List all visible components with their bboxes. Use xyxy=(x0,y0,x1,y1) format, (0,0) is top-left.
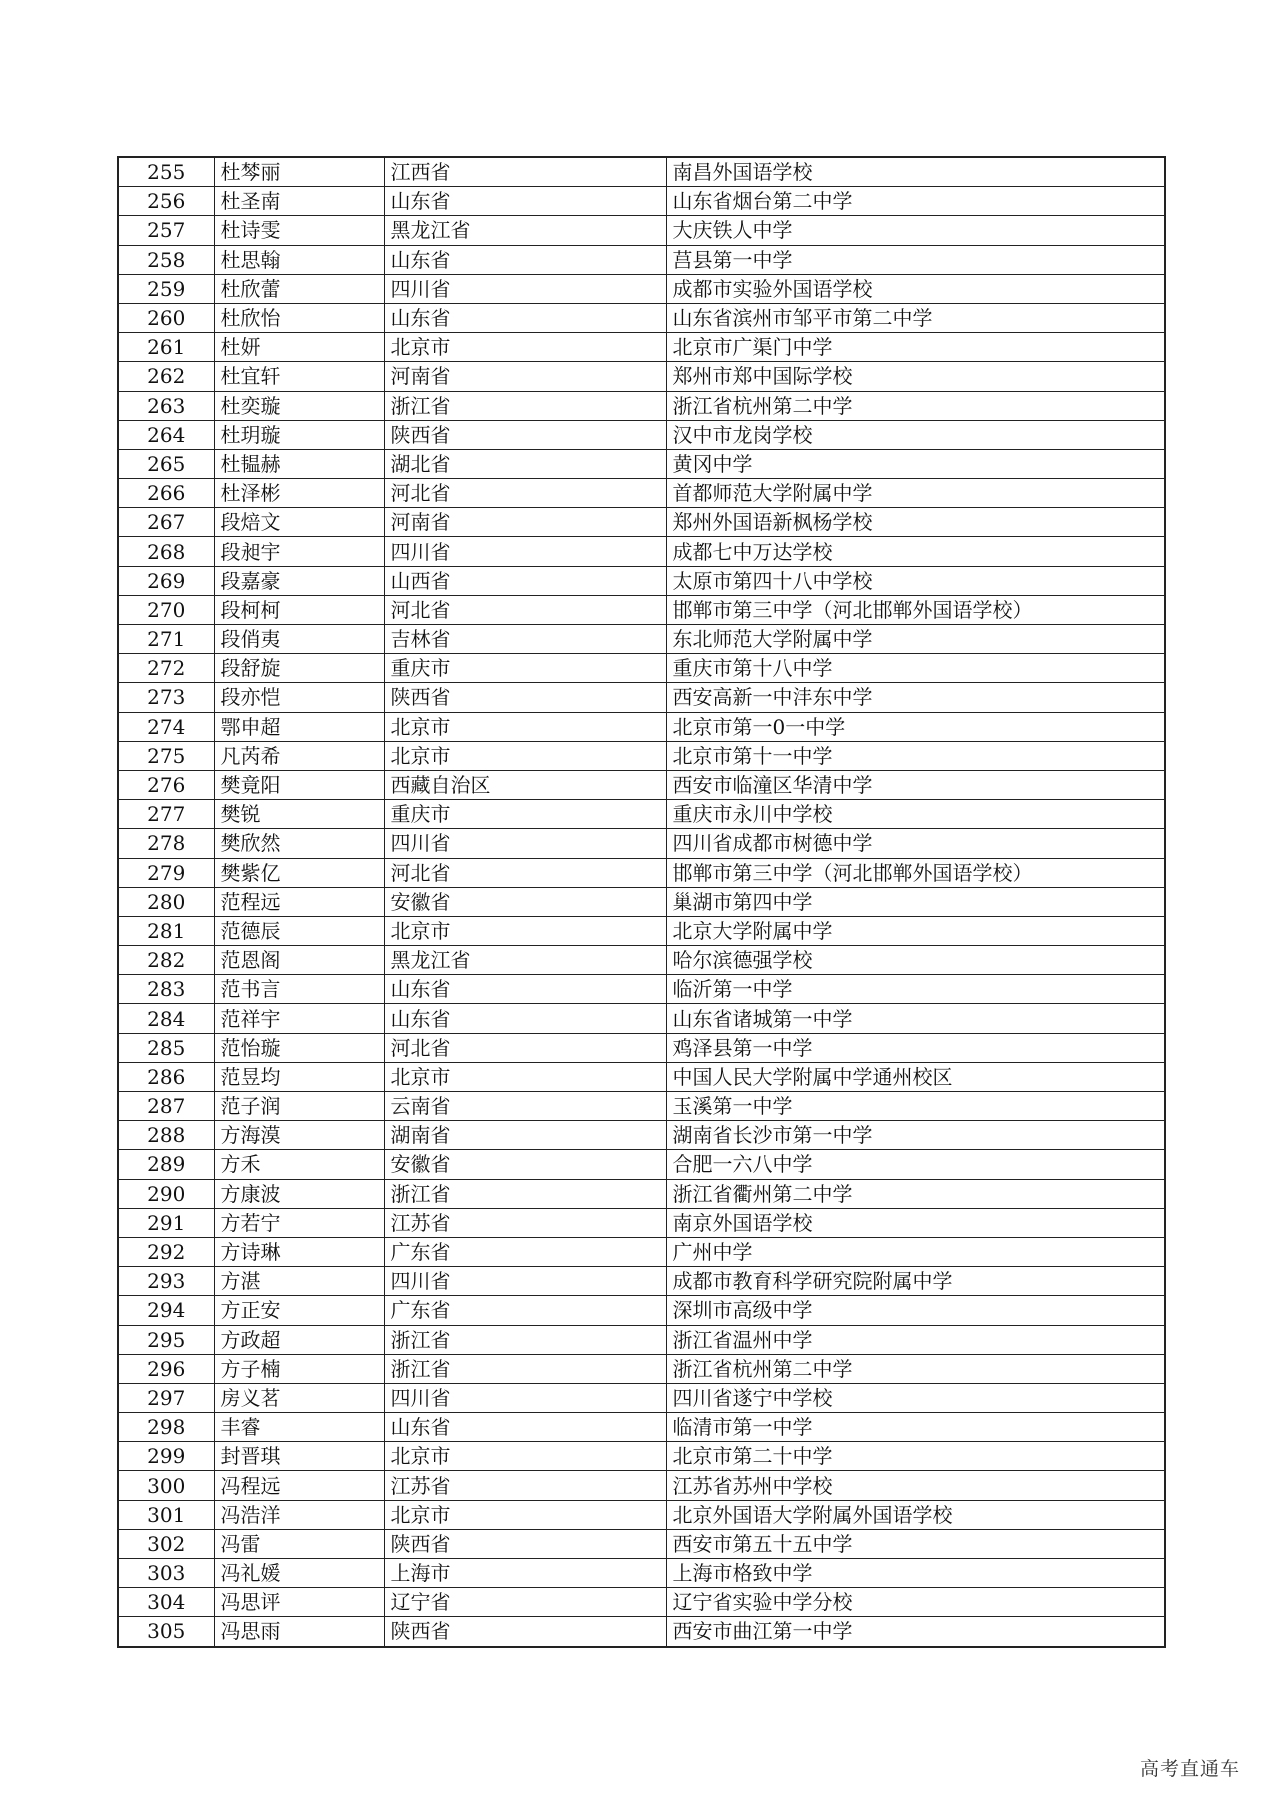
table-row xyxy=(118,683,1165,712)
row-number-cell: 288 xyxy=(118,1121,214,1150)
student-name-cell: 范子润 xyxy=(214,1092,384,1121)
table-row xyxy=(118,1383,1165,1412)
table-row xyxy=(118,770,1165,799)
table-row xyxy=(118,1559,1165,1588)
school-cell: 东北师范大学附属中学 xyxy=(666,625,1165,654)
school-cell: 南昌外国语学校 xyxy=(666,157,1165,187)
student-name-cell: 段柯柯 xyxy=(214,595,384,624)
province-cell: 陕西省 xyxy=(384,1617,666,1647)
row-number-cell: 256 xyxy=(118,187,214,216)
table-row xyxy=(118,1033,1165,1062)
table-row xyxy=(118,303,1165,332)
table-row xyxy=(118,946,1165,975)
student-name-cell: 冯思评 xyxy=(214,1588,384,1617)
province-cell: 河南省 xyxy=(384,362,666,391)
student-name-cell: 冯浩洋 xyxy=(214,1500,384,1529)
watermark-text: 高考直通车 xyxy=(1139,1758,1240,1780)
table-row xyxy=(118,537,1165,566)
school-cell: 北京市第十一中学 xyxy=(666,741,1165,770)
row-number-cell: 264 xyxy=(118,420,214,449)
school-cell: 重庆市永川中学校 xyxy=(666,800,1165,829)
table-row xyxy=(118,216,1165,245)
table-row xyxy=(118,1062,1165,1091)
school-cell: 西安市曲江第一中学 xyxy=(666,1617,1165,1647)
student-name-cell: 樊欣然 xyxy=(214,829,384,858)
province-cell: 重庆市 xyxy=(384,654,666,683)
student-name-cell: 杜韫赫 xyxy=(214,449,384,478)
province-cell: 北京市 xyxy=(384,712,666,741)
row-number-cell: 260 xyxy=(118,303,214,332)
province-cell: 陕西省 xyxy=(384,683,666,712)
province-cell: 浙江省 xyxy=(384,391,666,420)
province-cell: 四川省 xyxy=(384,274,666,303)
row-number-cell: 275 xyxy=(118,741,214,770)
province-cell: 河北省 xyxy=(384,595,666,624)
student-name-cell: 范德辰 xyxy=(214,916,384,945)
row-number-cell: 261 xyxy=(118,333,214,362)
province-cell: 湖北省 xyxy=(384,449,666,478)
student-name-cell: 方正安 xyxy=(214,1296,384,1325)
student-name-cell: 杜思翰 xyxy=(214,245,384,274)
student-name-cell: 冯雷 xyxy=(214,1529,384,1558)
province-cell: 北京市 xyxy=(384,1442,666,1471)
province-cell: 山东省 xyxy=(384,975,666,1004)
table-row xyxy=(118,362,1165,391)
province-cell: 北京市 xyxy=(384,1500,666,1529)
school-cell: 西安市临潼区华清中学 xyxy=(666,770,1165,799)
row-number-cell: 301 xyxy=(118,1500,214,1529)
student-name-cell: 范昱均 xyxy=(214,1062,384,1091)
province-cell: 浙江省 xyxy=(384,1325,666,1354)
row-number-cell: 289 xyxy=(118,1150,214,1179)
row-number-cell: 273 xyxy=(118,683,214,712)
student-name-cell: 方海漠 xyxy=(214,1121,384,1150)
school-cell: 辽宁省实验中学分校 xyxy=(666,1588,1165,1617)
student-name-cell: 封晋琪 xyxy=(214,1442,384,1471)
student-name-cell: 范祥宇 xyxy=(214,1004,384,1033)
table-row xyxy=(118,741,1165,770)
table-row xyxy=(118,1092,1165,1121)
province-cell: 江苏省 xyxy=(384,1208,666,1237)
school-cell: 大庆铁人中学 xyxy=(666,216,1165,245)
province-cell: 山东省 xyxy=(384,1004,666,1033)
school-cell: 临清市第一中学 xyxy=(666,1413,1165,1442)
school-cell: 广州中学 xyxy=(666,1237,1165,1266)
school-cell: 四川省遂宁中学校 xyxy=(666,1383,1165,1412)
student-name-cell: 范书言 xyxy=(214,975,384,1004)
student-name-cell: 樊紫亿 xyxy=(214,858,384,887)
province-cell: 四川省 xyxy=(384,537,666,566)
school-cell: 北京市广渠门中学 xyxy=(666,333,1165,362)
province-cell: 云南省 xyxy=(384,1092,666,1121)
province-cell: 四川省 xyxy=(384,1267,666,1296)
province-cell: 河北省 xyxy=(384,1033,666,1062)
student-name-cell: 段亦恺 xyxy=(214,683,384,712)
student-name-cell: 方子楠 xyxy=(214,1354,384,1383)
school-cell: 四川省成都市树德中学 xyxy=(666,829,1165,858)
student-name-cell: 段舒旋 xyxy=(214,654,384,683)
row-number-cell: 255 xyxy=(118,157,214,187)
row-number-cell: 303 xyxy=(118,1559,214,1588)
row-number-cell: 263 xyxy=(118,391,214,420)
row-number-cell: 269 xyxy=(118,566,214,595)
student-name-cell: 樊竟阳 xyxy=(214,770,384,799)
province-cell: 吉林省 xyxy=(384,625,666,654)
province-cell: 安徽省 xyxy=(384,1150,666,1179)
province-cell: 北京市 xyxy=(384,1062,666,1091)
row-number-cell: 280 xyxy=(118,887,214,916)
school-cell: 莒县第一中学 xyxy=(666,245,1165,274)
province-cell: 浙江省 xyxy=(384,1179,666,1208)
table-row xyxy=(118,1500,1165,1529)
school-cell: 南京外国语学校 xyxy=(666,1208,1165,1237)
table-row xyxy=(118,712,1165,741)
table-row xyxy=(118,1296,1165,1325)
table-row xyxy=(118,187,1165,216)
row-number-cell: 257 xyxy=(118,216,214,245)
school-cell: 西安高新一中沣东中学 xyxy=(666,683,1165,712)
province-cell: 山东省 xyxy=(384,187,666,216)
table-row xyxy=(118,829,1165,858)
student-name-cell: 段嘉豪 xyxy=(214,566,384,595)
province-cell: 山西省 xyxy=(384,566,666,595)
province-cell: 四川省 xyxy=(384,829,666,858)
school-cell: 上海市格致中学 xyxy=(666,1559,1165,1588)
student-name-cell: 冯思雨 xyxy=(214,1617,384,1647)
row-number-cell: 293 xyxy=(118,1267,214,1296)
table-row xyxy=(118,975,1165,1004)
school-cell: 北京大学附属中学 xyxy=(666,916,1165,945)
table-row xyxy=(118,1150,1165,1179)
student-name-cell: 杜玥璇 xyxy=(214,420,384,449)
row-number-cell: 270 xyxy=(118,595,214,624)
school-cell: 黄冈中学 xyxy=(666,449,1165,478)
province-cell: 陕西省 xyxy=(384,420,666,449)
table-row xyxy=(118,916,1165,945)
student-name-cell: 范恩阁 xyxy=(214,946,384,975)
school-cell: 北京外国语大学附属外国语学校 xyxy=(666,1500,1165,1529)
student-name-cell: 方禾 xyxy=(214,1150,384,1179)
school-cell: 湖南省长沙市第一中学 xyxy=(666,1121,1165,1150)
table-row xyxy=(118,566,1165,595)
table-row xyxy=(118,274,1165,303)
school-cell: 玉溪第一中学 xyxy=(666,1092,1165,1121)
table-row xyxy=(118,245,1165,274)
school-cell: 成都七中万达学校 xyxy=(666,537,1165,566)
school-cell: 巢湖市第四中学 xyxy=(666,887,1165,916)
table-row xyxy=(118,508,1165,537)
table-row xyxy=(118,157,1165,187)
row-number-cell: 287 xyxy=(118,1092,214,1121)
province-cell: 山东省 xyxy=(384,245,666,274)
school-cell: 山东省烟台第二中学 xyxy=(666,187,1165,216)
table-row xyxy=(118,595,1165,624)
row-number-cell: 292 xyxy=(118,1237,214,1266)
student-name-cell: 杜诗雯 xyxy=(214,216,384,245)
school-cell: 成都市实验外国语学校 xyxy=(666,274,1165,303)
school-cell: 邯郸市第三中学（河北邯郸外国语学校） xyxy=(666,858,1165,887)
table-row xyxy=(118,858,1165,887)
table-row xyxy=(118,887,1165,916)
school-cell: 山东省滨州市邹平市第二中学 xyxy=(666,303,1165,332)
table-row xyxy=(118,449,1165,478)
table-row xyxy=(118,1121,1165,1150)
school-cell: 浙江省衢州第二中学 xyxy=(666,1179,1165,1208)
province-cell: 西藏自治区 xyxy=(384,770,666,799)
row-number-cell: 285 xyxy=(118,1033,214,1062)
province-cell: 重庆市 xyxy=(384,800,666,829)
table-row xyxy=(118,1617,1165,1647)
province-cell: 广东省 xyxy=(384,1237,666,1266)
student-name-cell: 杜奕璇 xyxy=(214,391,384,420)
province-cell: 北京市 xyxy=(384,916,666,945)
table-row xyxy=(118,1004,1165,1033)
row-number-cell: 262 xyxy=(118,362,214,391)
school-cell: 鸡泽县第一中学 xyxy=(666,1033,1165,1062)
row-number-cell: 286 xyxy=(118,1062,214,1091)
table-row xyxy=(118,1267,1165,1296)
student-name-cell: 杜欣怡 xyxy=(214,303,384,332)
table-row xyxy=(118,1442,1165,1471)
table-row xyxy=(118,1413,1165,1442)
student-roster-table xyxy=(117,156,1166,1648)
province-cell: 河南省 xyxy=(384,508,666,537)
province-cell: 河北省 xyxy=(384,858,666,887)
province-cell: 江西省 xyxy=(384,157,666,187)
row-number-cell: 300 xyxy=(118,1471,214,1500)
table-row xyxy=(118,625,1165,654)
row-number-cell: 294 xyxy=(118,1296,214,1325)
table-row xyxy=(118,391,1165,420)
student-name-cell: 范怡璇 xyxy=(214,1033,384,1062)
school-cell: 北京市第二十中学 xyxy=(666,1442,1165,1471)
student-name-cell: 杜泽彬 xyxy=(214,479,384,508)
province-cell: 山东省 xyxy=(384,303,666,332)
student-name-cell: 杜宜轩 xyxy=(214,362,384,391)
student-name-cell: 杜圣南 xyxy=(214,187,384,216)
row-number-cell: 291 xyxy=(118,1208,214,1237)
school-cell: 成都市教育科学研究院附属中学 xyxy=(666,1267,1165,1296)
table-row xyxy=(118,1471,1165,1500)
row-number-cell: 258 xyxy=(118,245,214,274)
table-row xyxy=(118,654,1165,683)
student-name-cell: 樊锐 xyxy=(214,800,384,829)
row-number-cell: 283 xyxy=(118,975,214,1004)
school-cell: 浙江省杭州第二中学 xyxy=(666,391,1165,420)
table-row xyxy=(118,1354,1165,1383)
student-name-cell: 冯程远 xyxy=(214,1471,384,1500)
row-number-cell: 284 xyxy=(118,1004,214,1033)
row-number-cell: 297 xyxy=(118,1383,214,1412)
student-name-cell: 鄂申超 xyxy=(214,712,384,741)
province-cell: 河北省 xyxy=(384,479,666,508)
school-cell: 西安市第五十五中学 xyxy=(666,1529,1165,1558)
province-cell: 上海市 xyxy=(384,1559,666,1588)
student-name-cell: 方政超 xyxy=(214,1325,384,1354)
row-number-cell: 267 xyxy=(118,508,214,537)
table-row xyxy=(118,420,1165,449)
table-row xyxy=(118,479,1165,508)
school-cell: 中国人民大学附属中学通州校区 xyxy=(666,1062,1165,1091)
province-cell: 辽宁省 xyxy=(384,1588,666,1617)
roster-body xyxy=(118,157,1165,1647)
row-number-cell: 298 xyxy=(118,1413,214,1442)
student-name-cell: 方湛 xyxy=(214,1267,384,1296)
province-cell: 陕西省 xyxy=(384,1529,666,1558)
school-cell: 汉中市龙岗学校 xyxy=(666,420,1165,449)
school-cell: 郑州外国语新枫杨学校 xyxy=(666,508,1165,537)
province-cell: 山东省 xyxy=(384,1413,666,1442)
student-name-cell: 方诗琳 xyxy=(214,1237,384,1266)
row-number-cell: 279 xyxy=(118,858,214,887)
student-name-cell: 范程远 xyxy=(214,887,384,916)
province-cell: 黑龙江省 xyxy=(384,216,666,245)
school-cell: 重庆市第十八中学 xyxy=(666,654,1165,683)
school-cell: 哈尔滨德强学校 xyxy=(666,946,1165,975)
province-cell: 四川省 xyxy=(384,1383,666,1412)
student-name-cell: 房义茗 xyxy=(214,1383,384,1412)
school-cell: 太原市第四十八中学校 xyxy=(666,566,1165,595)
student-name-cell: 段昶宇 xyxy=(214,537,384,566)
school-cell: 合肥一六八中学 xyxy=(666,1150,1165,1179)
student-name-cell: 凡芮希 xyxy=(214,741,384,770)
school-cell: 郑州市郑中国际学校 xyxy=(666,362,1165,391)
school-cell: 北京市第一0一中学 xyxy=(666,712,1165,741)
province-cell: 北京市 xyxy=(384,333,666,362)
student-name-cell: 冯礼媛 xyxy=(214,1559,384,1588)
row-number-cell: 274 xyxy=(118,712,214,741)
school-cell: 邯郸市第三中学（河北邯郸外国语学校） xyxy=(666,595,1165,624)
school-cell: 江苏省苏州中学校 xyxy=(666,1471,1165,1500)
row-number-cell: 271 xyxy=(118,625,214,654)
student-name-cell: 方康波 xyxy=(214,1179,384,1208)
student-name-cell: 杜欣蕾 xyxy=(214,274,384,303)
table-row xyxy=(118,1237,1165,1266)
row-number-cell: 296 xyxy=(118,1354,214,1383)
student-name-cell: 方若宁 xyxy=(214,1208,384,1237)
school-cell: 浙江省温州中学 xyxy=(666,1325,1165,1354)
row-number-cell: 304 xyxy=(118,1588,214,1617)
row-number-cell: 276 xyxy=(118,770,214,799)
table-row xyxy=(118,1325,1165,1354)
row-number-cell: 266 xyxy=(118,479,214,508)
school-cell: 临沂第一中学 xyxy=(666,975,1165,1004)
row-number-cell: 268 xyxy=(118,537,214,566)
row-number-cell: 295 xyxy=(118,1325,214,1354)
student-name-cell: 杜妍 xyxy=(214,333,384,362)
row-number-cell: 281 xyxy=(118,916,214,945)
student-name-cell: 杜棽丽 xyxy=(214,157,384,187)
row-number-cell: 282 xyxy=(118,946,214,975)
province-cell: 北京市 xyxy=(384,741,666,770)
student-name-cell: 段俏夷 xyxy=(214,625,384,654)
province-cell: 安徽省 xyxy=(384,887,666,916)
province-cell: 湖南省 xyxy=(384,1121,666,1150)
table-row xyxy=(118,800,1165,829)
province-cell: 江苏省 xyxy=(384,1471,666,1500)
row-number-cell: 305 xyxy=(118,1617,214,1647)
table-row xyxy=(118,1179,1165,1208)
student-name-cell: 段焙文 xyxy=(214,508,384,537)
school-cell: 浙江省杭州第二中学 xyxy=(666,1354,1165,1383)
school-cell: 山东省诸城第一中学 xyxy=(666,1004,1165,1033)
row-number-cell: 299 xyxy=(118,1442,214,1471)
table-row xyxy=(118,1588,1165,1617)
table-row xyxy=(118,333,1165,362)
row-number-cell: 278 xyxy=(118,829,214,858)
school-cell: 首都师范大学附属中学 xyxy=(666,479,1165,508)
province-cell: 黑龙江省 xyxy=(384,946,666,975)
row-number-cell: 277 xyxy=(118,800,214,829)
row-number-cell: 272 xyxy=(118,654,214,683)
student-name-cell: 丰睿 xyxy=(214,1413,384,1442)
row-number-cell: 259 xyxy=(118,274,214,303)
province-cell: 广东省 xyxy=(384,1296,666,1325)
school-cell: 深圳市高级中学 xyxy=(666,1296,1165,1325)
table-row xyxy=(118,1529,1165,1558)
table-row xyxy=(118,1208,1165,1237)
row-number-cell: 265 xyxy=(118,449,214,478)
row-number-cell: 290 xyxy=(118,1179,214,1208)
row-number-cell: 302 xyxy=(118,1529,214,1558)
province-cell: 浙江省 xyxy=(384,1354,666,1383)
